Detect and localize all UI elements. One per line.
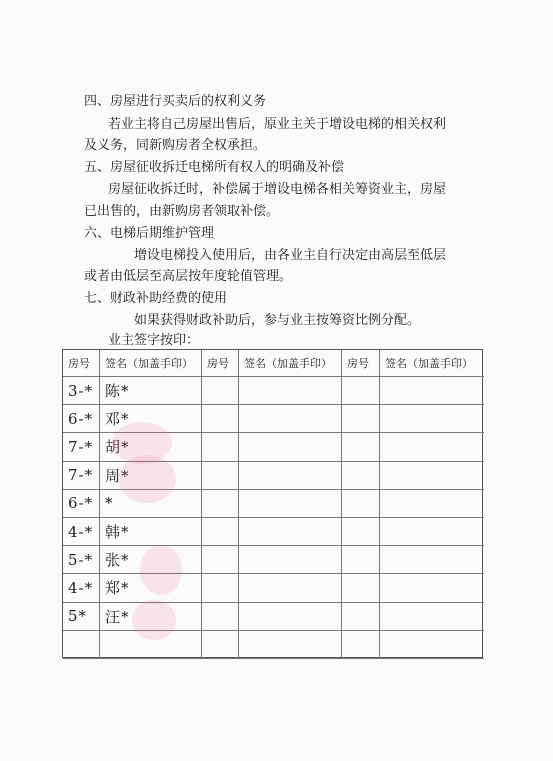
section-6-line-2: 或者由低层至高层按年度轮值管理。 (84, 269, 293, 284)
empty-cell (63, 631, 100, 659)
empty-cell (100, 631, 202, 659)
empty-cell (380, 518, 484, 546)
empty-cell (342, 433, 380, 461)
empty-cell (342, 631, 380, 659)
table-header: 签名（加盖手印） (239, 350, 342, 377)
empty-cell (239, 462, 342, 490)
empty-cell (239, 377, 342, 405)
signature: 邓* (100, 405, 202, 433)
empty-cell (380, 462, 484, 490)
empty-cell (380, 490, 484, 518)
section-5-heading: 五、房屋征收拆迁电梯所有权人的明确及补偿 (84, 160, 345, 175)
section-6-line-1: 增设电梯投入使用后，由各业主自行决定由高层至低层 (134, 248, 447, 263)
empty-cell (342, 405, 380, 433)
table-header: 房号 (202, 350, 239, 377)
signature: * (100, 490, 202, 518)
room-number: 5* (63, 603, 100, 631)
table-header: 签名（加盖手印） (380, 350, 484, 377)
section-7-heading: 七、财政补助经费的使用 (84, 291, 228, 306)
signature: 周* (100, 462, 202, 490)
empty-cell (202, 518, 239, 546)
empty-cell (202, 574, 239, 602)
signature: 汪* (100, 603, 202, 631)
signature: 陈* (100, 377, 202, 405)
empty-cell (202, 433, 239, 461)
empty-cell (202, 603, 239, 631)
signature: 张* (100, 546, 202, 574)
room-number: 5-* (63, 546, 100, 574)
empty-cell (202, 462, 239, 490)
empty-cell (239, 518, 342, 546)
empty-cell (342, 518, 380, 546)
empty-cell (380, 574, 484, 602)
room-number: 4-* (63, 574, 100, 602)
empty-cell (342, 603, 380, 631)
empty-cell (380, 631, 484, 659)
empty-cell (380, 603, 484, 631)
empty-cell (380, 546, 484, 574)
empty-cell (239, 603, 342, 631)
sign-label: 业主签字按印： (108, 333, 200, 348)
empty-cell (342, 462, 380, 490)
section-4-line-1: 若业主将自己房屋出售后，原业主关于增设电梯的相关权利 (108, 117, 447, 132)
empty-cell (380, 377, 484, 405)
room-number: 7-* (63, 462, 100, 490)
signature: 韩* (100, 518, 202, 546)
empty-cell (239, 405, 342, 433)
empty-cell (202, 490, 239, 518)
signature: 郑* (100, 574, 202, 602)
room-number: 6-* (63, 405, 100, 433)
empty-cell (202, 377, 239, 405)
empty-cell (239, 546, 342, 574)
empty-cell (202, 405, 239, 433)
table-header: 房号 (342, 350, 380, 377)
section-4-line-2: 及义务，同新购房者全权承担。 (84, 138, 267, 153)
section-7-line-1: 如果获得财政补助后，参与业主按筹资比例分配。 (134, 313, 421, 328)
room-number: 4-* (63, 518, 100, 546)
empty-cell (202, 546, 239, 574)
empty-cell (239, 490, 342, 518)
empty-cell (342, 546, 380, 574)
empty-cell (239, 631, 342, 659)
signature: 胡* (100, 433, 202, 461)
empty-cell (342, 377, 380, 405)
section-5-line-1: 房屋征收拆迁时，补偿属于增设电梯各相关筹资业主，房屋 (108, 182, 447, 197)
room-number: 7-* (63, 433, 100, 461)
empty-cell (239, 574, 342, 602)
empty-cell (239, 433, 342, 461)
table-header: 签名（加盖手印） (100, 350, 202, 377)
section-4-heading: 四、房屋进行买卖后的权利义务 (84, 94, 267, 109)
section-6-heading: 六、电梯后期维护管理 (84, 226, 215, 241)
empty-cell (342, 490, 380, 518)
table-header: 房号 (63, 350, 100, 377)
section-5-line-2: 已出售的，由新购房者领取补偿。 (84, 204, 280, 219)
empty-cell (342, 574, 380, 602)
room-number: 3-* (63, 377, 100, 405)
empty-cell (380, 405, 484, 433)
empty-cell (202, 631, 239, 659)
empty-cell (380, 433, 484, 461)
room-number: 6-* (63, 490, 100, 518)
signature-table (62, 349, 483, 658)
